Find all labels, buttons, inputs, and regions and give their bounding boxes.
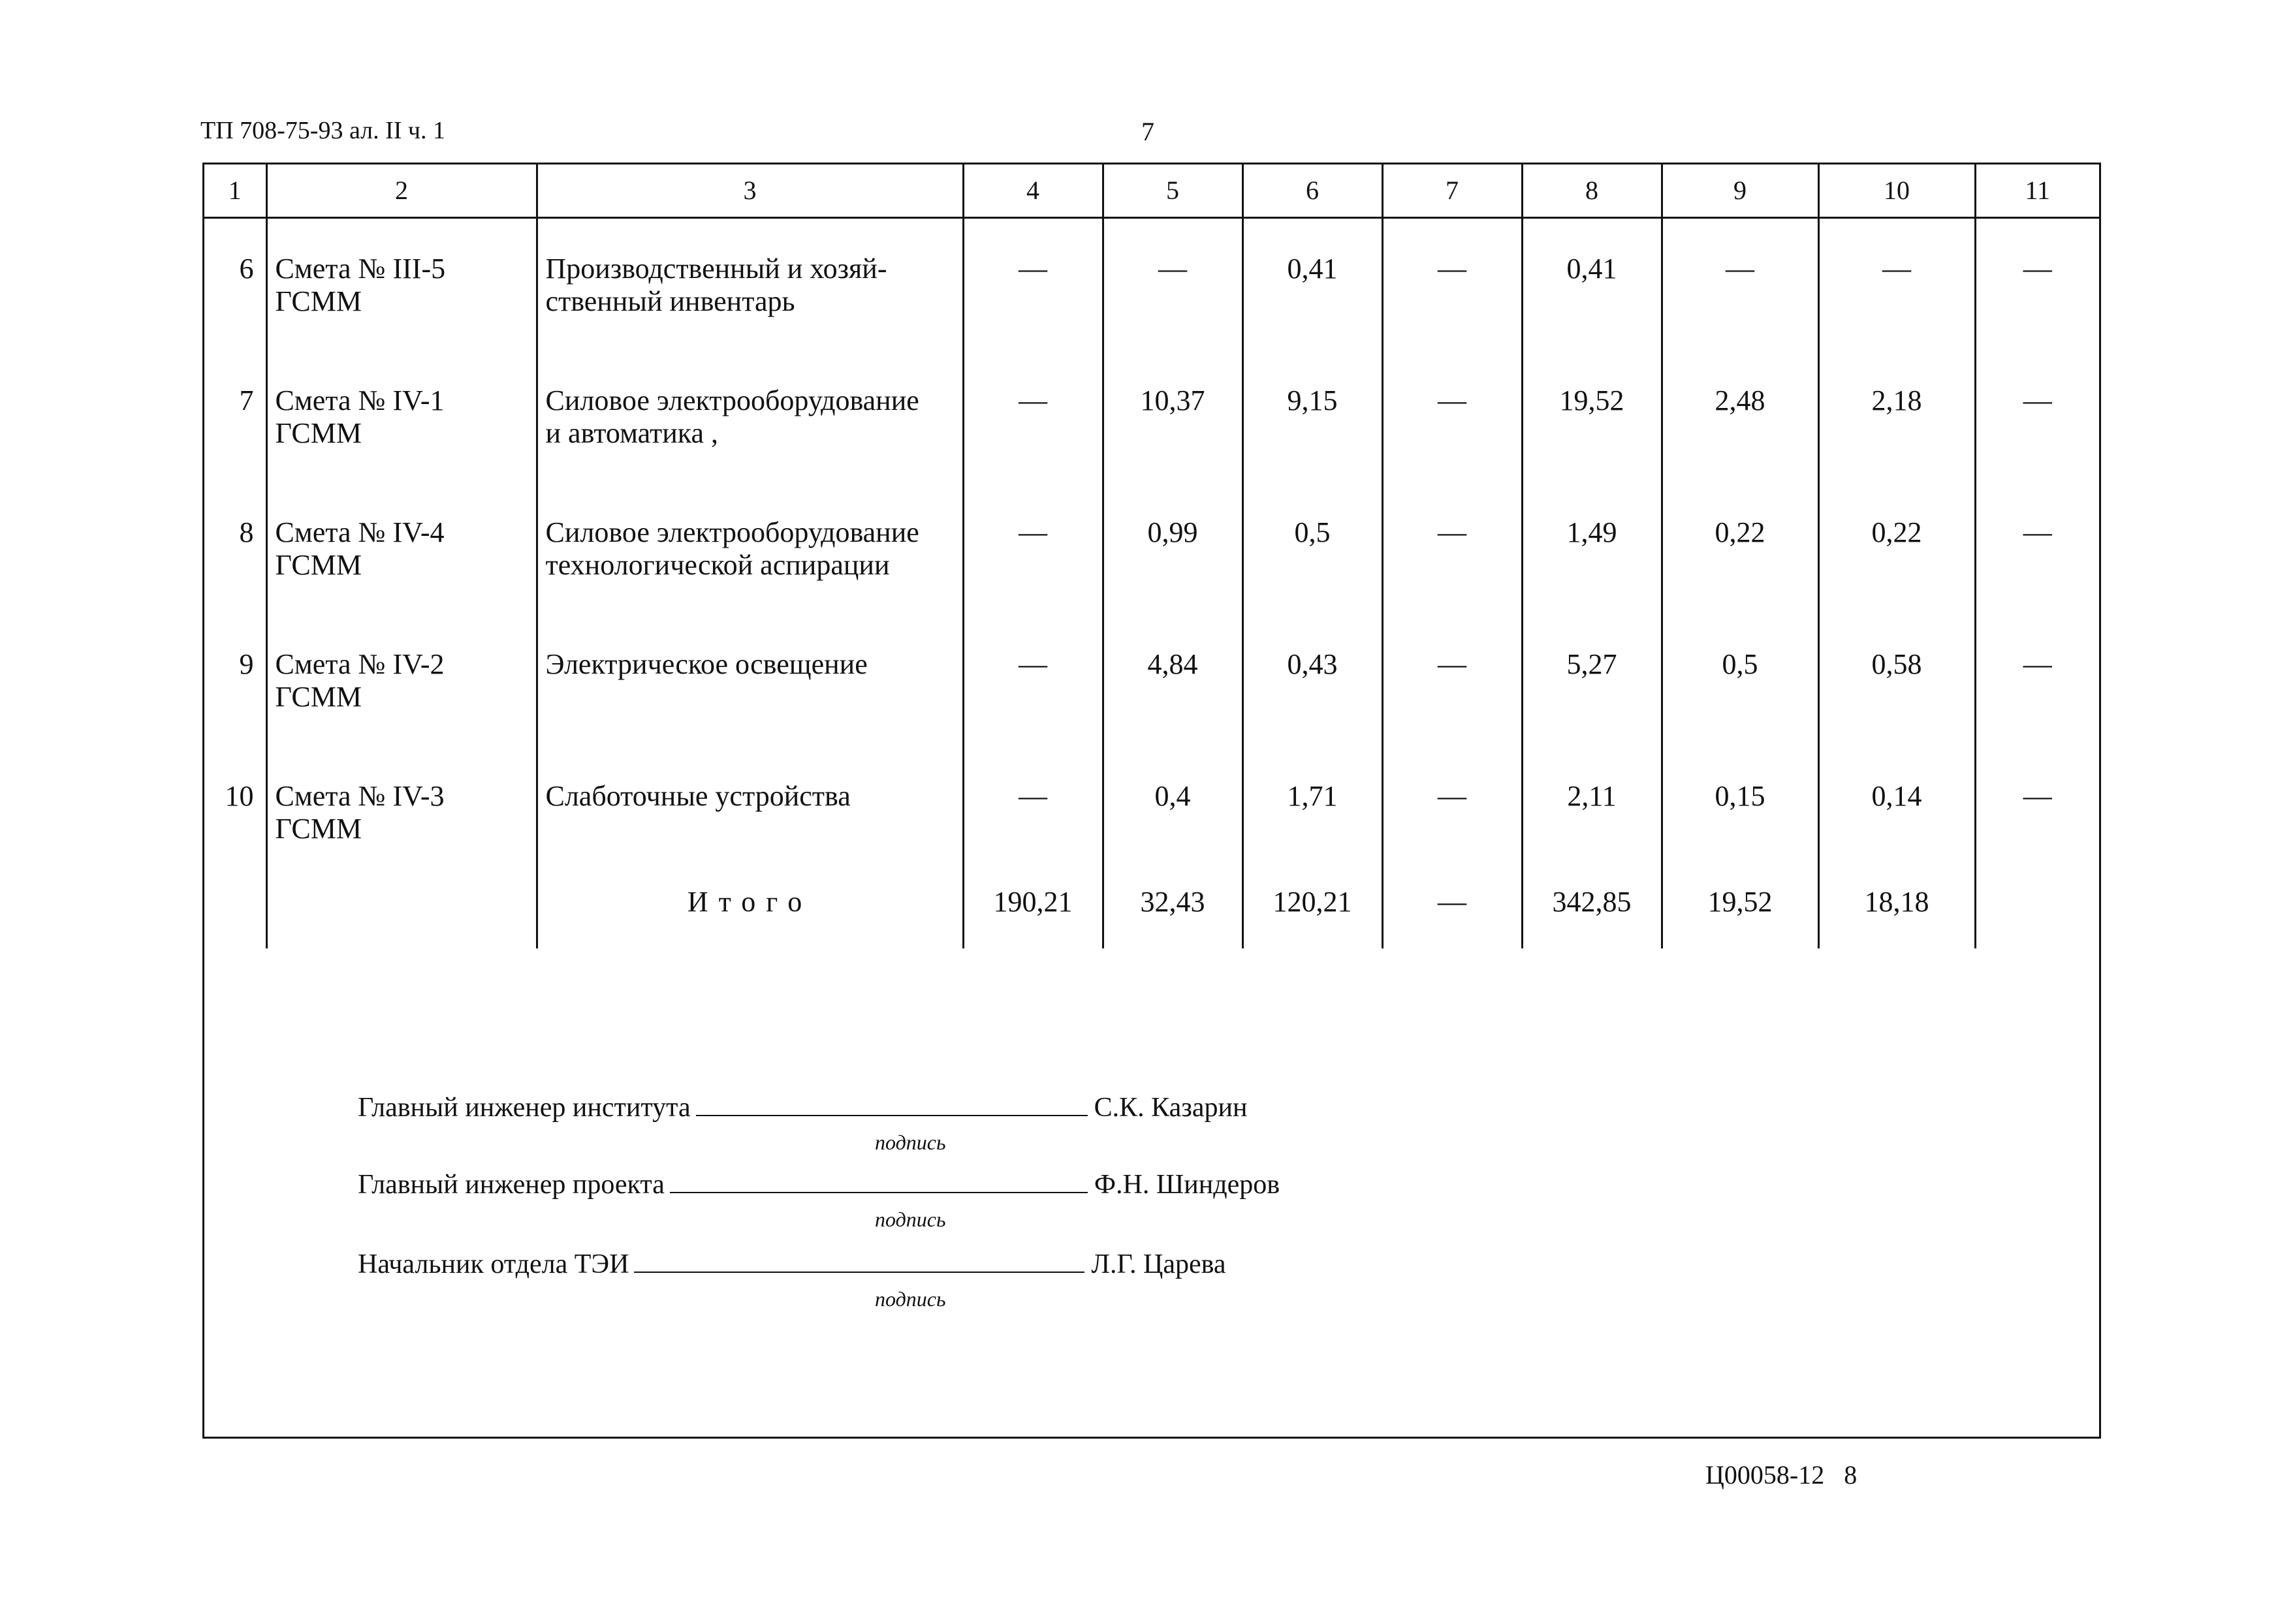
value-cell: 0,43 xyxy=(1242,614,1382,746)
value-cell: — xyxy=(2023,253,2052,285)
value-cell: 0,41 xyxy=(1522,218,1662,351)
value-cell: 0,5 xyxy=(1242,482,1382,614)
signature-line xyxy=(358,1248,1226,1280)
sheet-number: 8 xyxy=(1844,1460,1858,1490)
estimate-table xyxy=(204,164,2099,948)
value-cell: 2,11 xyxy=(1522,746,1662,878)
column-number: 6 xyxy=(1242,164,1382,218)
signatory-role: Начальник отдела ТЭИ xyxy=(358,1249,629,1279)
value-cell: 1,71 xyxy=(1242,746,1382,878)
total-value: 342,85 xyxy=(1522,878,1662,948)
signature-line xyxy=(358,1091,1247,1123)
total-value: 120,21 xyxy=(1242,878,1382,948)
signatory-name: Л.Г. Царева xyxy=(1091,1249,1226,1279)
value-cell: — xyxy=(963,614,1103,746)
estimate-name: Смета № IV-1 ГСММ xyxy=(266,351,537,482)
estimate-name: Смета № III-5 ГСММ xyxy=(266,218,537,351)
signature-blank xyxy=(696,1091,1088,1116)
value-cell: — xyxy=(1382,218,1522,351)
signature-caption: подпись xyxy=(875,1208,946,1231)
row-number: 8 xyxy=(204,482,266,614)
signatory-name: С.К. Казарин xyxy=(1094,1093,1248,1123)
estimate-description: Силовое электрооборудование и автоматика , xyxy=(537,351,963,482)
total-value: — xyxy=(1382,878,1522,948)
column-number: 10 xyxy=(1818,164,1975,218)
value-cell: 0,14 xyxy=(1818,746,1975,878)
estimate-name: Смета № IV-2 ГСММ xyxy=(266,614,537,746)
total-value: 32,43 xyxy=(1103,878,1242,948)
value-cell: 0,58 xyxy=(1818,614,1975,746)
estimate-name: Смета № IV-4 ГСММ xyxy=(266,482,537,614)
signatory-role: Главный инженер проекта xyxy=(358,1170,665,1200)
page-frame xyxy=(202,163,2101,1439)
column-number: 1 xyxy=(204,164,266,218)
value-cell: — xyxy=(1818,218,1975,351)
signature-caption: подпись xyxy=(875,1131,946,1154)
footer-code xyxy=(1705,1460,1857,1490)
signature-caption: подпись xyxy=(875,1287,946,1311)
value-cell: — xyxy=(1103,218,1242,351)
estimate-description: Электрическое освещение xyxy=(537,614,963,746)
column-number: 3 xyxy=(537,164,963,218)
column-number: 11 xyxy=(1975,164,2099,218)
document-number: Ц00058-12 xyxy=(1705,1460,1825,1490)
value-cell: — xyxy=(1382,614,1522,746)
value-cell: 0,4 xyxy=(1103,746,1242,878)
estimate-description: Производственный и хозяй- ственный инвентарь xyxy=(537,218,963,351)
column-number: 4 xyxy=(963,164,1103,218)
value-cell: — xyxy=(963,746,1103,878)
column-number: 2 xyxy=(266,164,537,218)
estimate-description: Силовое электрооборудование технологической аспирации xyxy=(537,482,963,614)
column-number-row xyxy=(204,164,2099,218)
value-cell: 0,22 xyxy=(1662,482,1818,614)
value-cell: — xyxy=(2023,648,2052,680)
value-cell: — xyxy=(2023,516,2052,548)
signature-blank xyxy=(670,1168,1088,1193)
estimate-name: Смета № IV-3 ГСММ xyxy=(266,746,537,878)
value-cell: 2,48 xyxy=(1662,351,1818,482)
signatory-role: Главный инженер института xyxy=(358,1093,691,1123)
value-cell: — xyxy=(963,218,1103,351)
value-cell: — xyxy=(2023,780,2052,812)
value-cell: 10,37 xyxy=(1103,351,1242,482)
value-cell: 0,41 xyxy=(1242,218,1382,351)
value-cell: 0,99 xyxy=(1103,482,1242,614)
value-cell: 1,49 xyxy=(1522,482,1662,614)
column-number: 8 xyxy=(1522,164,1662,218)
empty-cell xyxy=(266,878,537,948)
value-cell: — xyxy=(963,351,1103,482)
total-label: Итого xyxy=(537,878,963,948)
column-number: 7 xyxy=(1382,164,1522,218)
value-cell: — xyxy=(963,482,1103,614)
table-row xyxy=(204,614,2099,746)
value-cell: 5,27 xyxy=(1522,614,1662,746)
value-cell: — xyxy=(2023,384,2052,416)
table-row xyxy=(204,746,2099,878)
estimate-description: Слаботочные устройства xyxy=(537,746,963,878)
value-cell: — xyxy=(1382,746,1522,878)
signature-blank xyxy=(634,1248,1084,1273)
column-number: 5 xyxy=(1103,164,1242,218)
value-cell: 0,15 xyxy=(1662,746,1818,878)
signatory-name: Ф.Н. Шиндеров xyxy=(1094,1170,1280,1200)
signature-line xyxy=(358,1168,1280,1200)
row-number: 7 xyxy=(204,351,266,482)
value-cell: 0,5 xyxy=(1662,614,1818,746)
total-row xyxy=(204,878,2099,948)
page-number: 7 xyxy=(1141,117,1154,146)
total-value: 19,52 xyxy=(1662,878,1818,948)
row-number: 10 xyxy=(204,746,266,878)
row-number: 9 xyxy=(204,614,266,746)
total-value: 18,18 xyxy=(1818,878,1975,948)
table-row xyxy=(204,482,2099,614)
total-value xyxy=(1975,878,2099,948)
value-cell: 0,22 xyxy=(1818,482,1975,614)
document-code: ТП 708-75-93 ал. II ч. 1 xyxy=(200,117,446,144)
empty-cell xyxy=(204,878,266,948)
value-cell: — xyxy=(1382,482,1522,614)
table-row xyxy=(204,351,2099,482)
value-cell: 4,84 xyxy=(1103,614,1242,746)
table-body xyxy=(204,218,2099,949)
column-number: 9 xyxy=(1662,164,1818,218)
table-row xyxy=(204,218,2099,351)
value-cell: 2,18 xyxy=(1818,351,1975,482)
value-cell: — xyxy=(1662,218,1818,351)
value-cell: 9,15 xyxy=(1242,351,1382,482)
value-cell: 19,52 xyxy=(1522,351,1662,482)
row-number: 6 xyxy=(204,218,266,351)
total-value: 190,21 xyxy=(963,878,1103,948)
value-cell: — xyxy=(1382,351,1522,482)
